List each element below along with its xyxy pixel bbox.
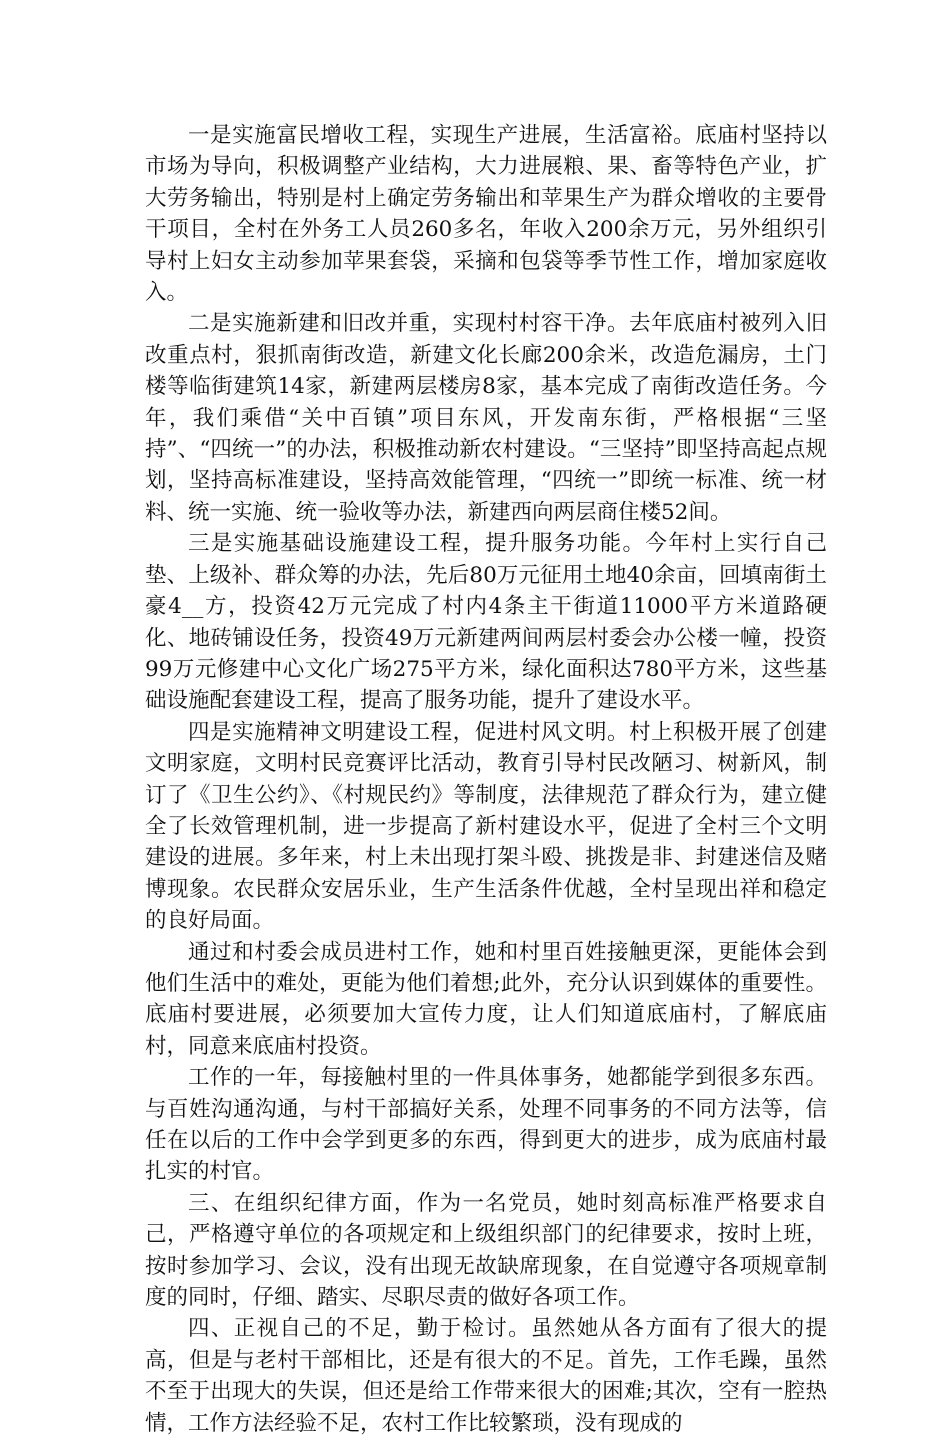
paragraph-8: 四、正视自己的不足，勤于检讨。虽然她从各方面有了很大的提高，但是与老村干部相比，还是有很大的不足。首先，工作毛躁，虽然不至于出现大的失误，但还是给工作带来很大的困难;其次，空有一腔热情，工作方法经验不足，农村工作比较繁琐，没有现成的 — [145, 1316, 827, 1436]
paragraph-6: 工作的一年，每接触村里的一件具体事务，她都能学到很多东西。与百姓沟通沟通，与村干部搞好关系，处理不同事务的不同方法等，信任在以后的工作中会学到更多的东西，得到更大的进步，成为底庙村最扎实的村官。 — [145, 1065, 827, 1185]
paragraph-7: 三、在组织纪律方面，作为一名党员，她时刻高标准严格要求自己，严格遵守单位的各项规定和上级组织部门的纪律要求，按时上班，按时参加学习、会议，没有出现无故缺席现象，在自觉遵守各项规章制度的同时，仔细、踏实、尽职尽责的做好各项工作。 — [145, 1190, 827, 1311]
paragraph-1: 一是实施富民增收工程，实现生产进展，生活富裕。底庙村坚持以市场为导向，积极调整产业结构，大力进展粮、果、畜等特色产业，扩大劳务输出，特别是村上确定劳务输出和苹果生产为群众增收的主要骨干项目，全村在外务工人员260多名，年收入200余万元，另外组织引导村上妇女主动参加苹果套袋，采摘和包袋等季节性工作，增加家庭收入。 — [145, 123, 827, 306]
document-body — [145, 120, 827, 1439]
paragraph-5: 通过和村委会成员进村工作，她和村里百姓接触更深，更能体会到他们生活中的难处，更能为他们着想;此外，充分认识到媒体的重要性。底庙村要进展，必须要加大宣传力度，让人们知道底庙村，了解底庙村，同意来底庙村投资。 — [145, 939, 827, 1059]
paragraph-3: 三是实施基础设施建设工程，提升服务功能。今年村上实行自己垫、上级补、群众筹的办法，先后80万元征用土地40余亩，回填南街土豪4__方，投资42万元完成了村内4条主干街道11000平方米道路硬化、地砖铺设任务，投资49万元新建两间两层村委会办公楼一幢，投资99万元修建中心文化广场275平方米，绿化面积达780平方米，这些基础设施配套建设工程，提高了服务功能，提升了建设水平。 — [145, 531, 827, 714]
paragraph-4: 四是实施精神文明建设工程，促进村风文明。村上积极开展了创建文明家庭，文明村民竞赛评比活动，教育引导村民改陋习、树新风，制订了《卫生公约》、《村规民约》等制度，法律规范了群众行为，建立健全了长效管理机制，进一步提高了新村建设水平，促进了全村三个文明建设的进展。多年来，村上未出现打架斗殴、挑拨是非、封建迷信及赌博现象。农民群众安居乐业，生产生活条件优越，全村呈现出祥和稳定的良好局面。 — [145, 719, 827, 934]
paragraph-2: 二是实施新建和旧改并重，实现村村容干净。去年底庙村被列入旧改重点村，狠抓南街改造，新建文化长廊200余米，改造危漏房，土门楼等临街建筑14家，新建两层楼房8家，基本完成了南街改造任务。今年，我们乘借“关中百镇”项目东风，开发南东街，严格根据“三坚持”、“四统一”的办法，积极推动新农村建设。“三坚持”即坚持高起点规划，坚持高标准建设，坚持高效能管理，“四统一”即统一标准、统一材料、统一实施、统一验收等办法，新建西向两层商住楼52间。 — [145, 311, 827, 525]
